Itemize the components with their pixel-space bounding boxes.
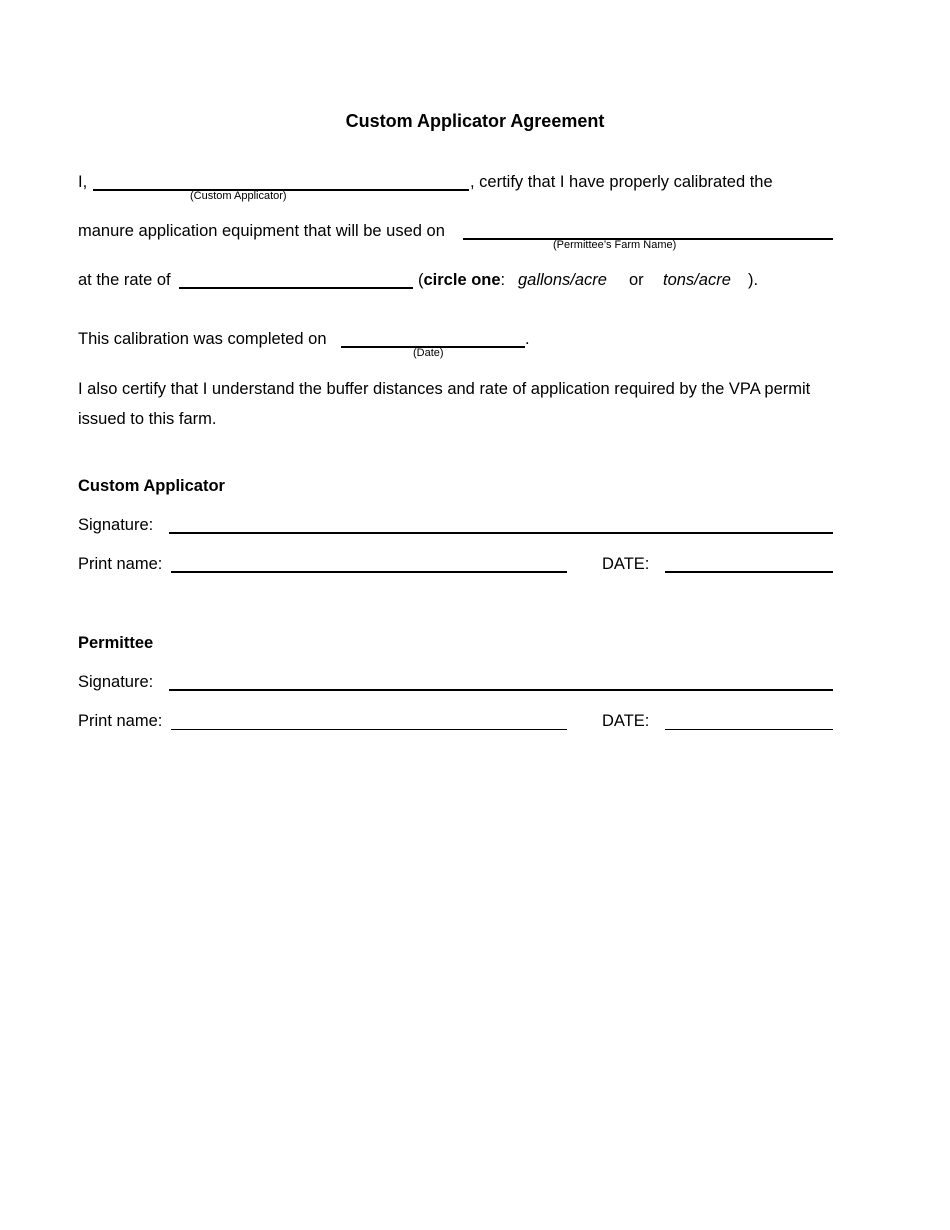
applicator-print-name-line[interactable]: [171, 571, 567, 573]
permittee-date-label: DATE:: [602, 712, 650, 730]
certify-paragraph: I also certify that I understand the buffer distances and rate of application required by the VPA permit issued to this farm.: [78, 380, 811, 428]
page-title: Custom Applicator Agreement: [345, 111, 605, 131]
farm-name-caption: (Permittee’s Farm Name): [553, 239, 677, 251]
permittee-print-name-line[interactable]: [171, 729, 567, 730]
certify-suffix: , certify that I have properly calibrated the: [470, 173, 773, 191]
rate-close: ).: [748, 271, 759, 289]
applicator-date-line[interactable]: [665, 571, 833, 573]
permittee-date-line[interactable]: [665, 729, 833, 730]
option-separator: or: [629, 271, 644, 289]
option-tons-acre[interactable]: tons/acre: [663, 271, 731, 289]
permittee-signature-line[interactable]: [169, 689, 833, 691]
option-gallons-acre[interactable]: gallons/acre: [518, 271, 607, 289]
rate-prefix: at the rate of: [78, 271, 171, 289]
calibration-date-period: .: [525, 330, 530, 348]
applicator-date-label: DATE:: [602, 555, 650, 573]
applicator-signature-label: Signature:: [78, 516, 154, 534]
certify-prefix: I,: [78, 173, 88, 191]
permittee-signature-label: Signature:: [78, 673, 154, 691]
equipment-text: manure application equipment that will be used on: [78, 222, 445, 240]
applicator-print-name-label: Print name:: [78, 555, 163, 573]
date-caption: (Date): [413, 347, 444, 359]
rate-blank[interactable]: [179, 287, 413, 289]
applicator-heading: Custom Applicator: [78, 477, 225, 495]
custom-applicator-caption: (Custom Applicator): [190, 190, 287, 202]
permittee-print-name-label: Print name:: [78, 712, 163, 730]
permittee-heading: Permittee: [78, 634, 154, 652]
applicator-signature-line[interactable]: [169, 532, 833, 534]
calibration-date-text: This calibration was completed on: [78, 330, 327, 348]
circle-one-instruction: (circle one:: [418, 271, 506, 289]
